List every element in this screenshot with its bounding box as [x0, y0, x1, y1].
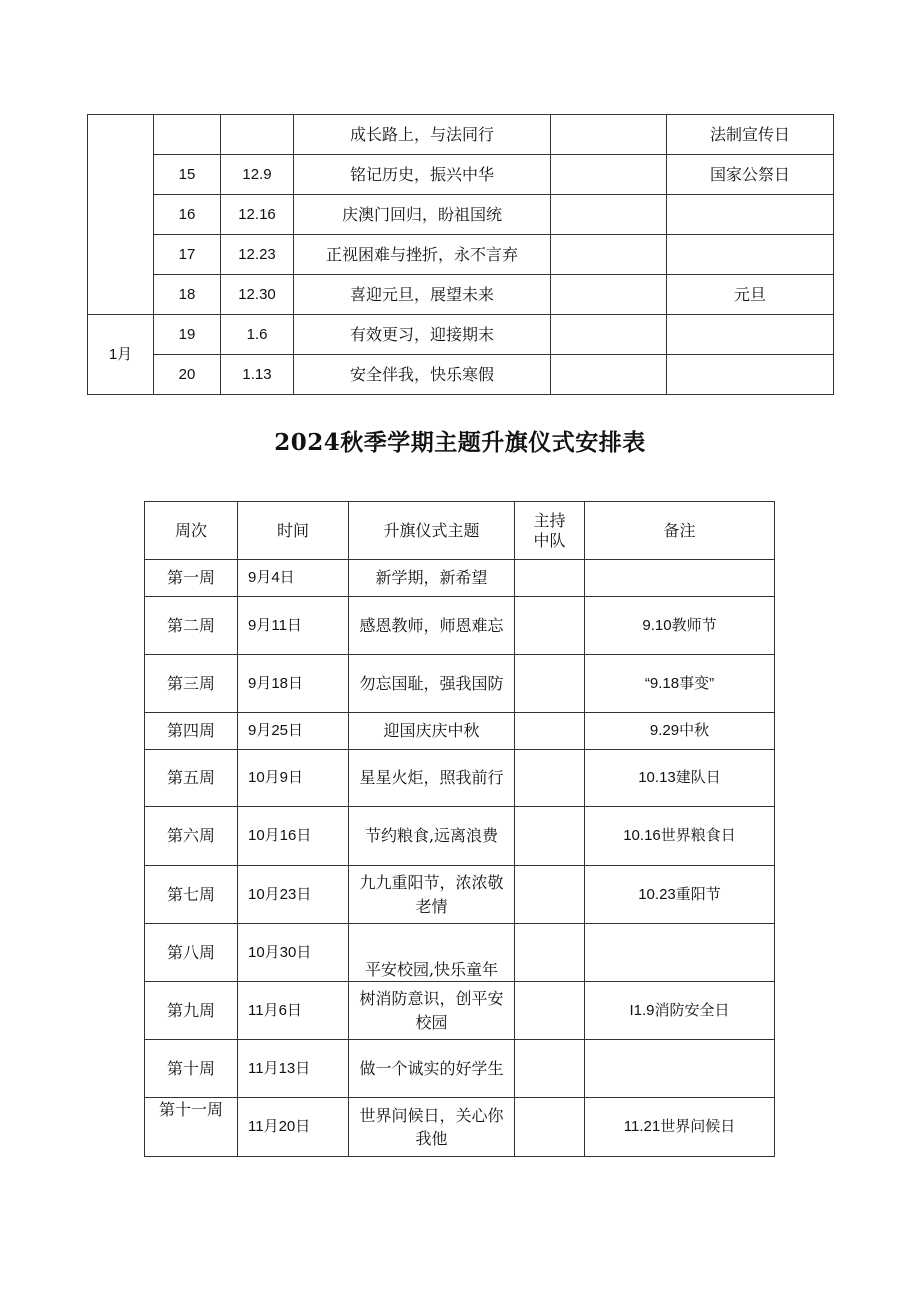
- squad-cell: [551, 155, 667, 195]
- note-cell: [585, 560, 775, 597]
- table-row: [145, 924, 775, 982]
- week-number-cell: [154, 115, 221, 155]
- week-cell: 第一周: [145, 560, 238, 597]
- table-row: [145, 597, 775, 655]
- note-cell: 9.10教师节: [585, 597, 775, 655]
- week-cell: 第三周: [145, 655, 238, 713]
- week-number-cell: 15: [154, 155, 221, 195]
- theme-cell: 九九重阳节，浓浓敬老情: [349, 866, 515, 924]
- table-row: [145, 1098, 775, 1157]
- header-squad: [515, 502, 585, 560]
- week-number-cell: 17: [154, 235, 221, 275]
- theme-cell: 成长路上，与法同行: [294, 115, 551, 155]
- squad-cell: [515, 982, 585, 1040]
- week-cell: 第九周: [145, 982, 238, 1040]
- table-row: [145, 807, 775, 866]
- note-cell: 国家公祭日: [667, 155, 834, 195]
- time-cell: 11月13日: [238, 1040, 349, 1098]
- week-number-cell: 20: [154, 355, 221, 395]
- table-row: [88, 315, 834, 355]
- time-cell: 10月23日: [238, 866, 349, 924]
- week-cell: 第十周: [145, 1040, 238, 1098]
- theme-cell: 世界问候日，关心你我他: [349, 1098, 515, 1157]
- note-cell: [585, 924, 775, 982]
- table-row: [145, 982, 775, 1040]
- time-cell: 11月6日: [238, 982, 349, 1040]
- note-cell: 10.23重阳节: [585, 866, 775, 924]
- note-cell: 10.16世界粮食日: [585, 807, 775, 866]
- date-cell: 12.30: [221, 275, 294, 315]
- theme-cell: 树消防意识，创平安校园: [349, 982, 515, 1040]
- time-cell: 9月11日: [238, 597, 349, 655]
- table-row: [145, 866, 775, 924]
- time-cell: 9月25日: [238, 713, 349, 750]
- time-cell: 10月16日: [238, 807, 349, 866]
- theme-cell: 感恩教师，师恩难忘: [349, 597, 515, 655]
- time-cell: 10月30日: [238, 924, 349, 982]
- date-cell: 1.6: [221, 315, 294, 355]
- note-cell: [667, 235, 834, 275]
- squad-cell: [515, 597, 585, 655]
- squad-cell: [515, 1098, 585, 1157]
- week-cell: 第二周: [145, 597, 238, 655]
- theme-cell: 喜迎元旦，展望未来: [294, 275, 551, 315]
- squad-cell: [515, 924, 585, 982]
- document-title: 2024秋季学期主题升旗仪式安排表: [274, 429, 646, 456]
- week-number-cell: 19: [154, 315, 221, 355]
- theme-cell: 有效更习，迎接期末: [294, 315, 551, 355]
- week-cell: 第十一周: [145, 1098, 238, 1157]
- week-cell: 第七周: [145, 866, 238, 924]
- week-cell: 第五周: [145, 750, 238, 807]
- theme-cell: 迎国庆庆中秋: [349, 713, 515, 750]
- time-cell: 9月18日: [238, 655, 349, 713]
- squad-cell: [551, 235, 667, 275]
- squad-cell: [515, 866, 585, 924]
- time-cell: 9月4日: [238, 560, 349, 597]
- table-row: [88, 195, 834, 235]
- theme-cell: 铭记历史，振兴中华: [294, 155, 551, 195]
- month-cell-december: [88, 115, 154, 315]
- squad-cell: [551, 275, 667, 315]
- squad-cell: [515, 655, 585, 713]
- table-row: [88, 115, 834, 155]
- note-cell: “9.18事变”: [585, 655, 775, 713]
- date-cell: 12.16: [221, 195, 294, 235]
- date-cell: 12.23: [221, 235, 294, 275]
- squad-cell: [551, 195, 667, 235]
- theme-cell: 星星火炬，照我前行: [349, 750, 515, 807]
- note-cell: [667, 355, 834, 395]
- header-row: [145, 502, 775, 560]
- date-cell: 12.9: [221, 155, 294, 195]
- month-cell: 1月: [88, 315, 154, 395]
- header-squad-line2: 中队: [533, 530, 566, 550]
- table-row: [145, 655, 775, 713]
- squad-cell: [515, 560, 585, 597]
- time-cell: 11月20日: [238, 1098, 349, 1157]
- squad-cell: [515, 1040, 585, 1098]
- week-cell: 第八周: [145, 924, 238, 982]
- table-row: [145, 560, 775, 597]
- header-note: 备注: [585, 502, 775, 560]
- note-cell: [667, 315, 834, 355]
- note-cell: 法制宣传日: [667, 115, 834, 155]
- theme-cell: 正视困难与挫折，永不言弃: [294, 235, 551, 275]
- flag-ceremony-schedule-table: [144, 501, 775, 1157]
- theme-cell: 安全伴我，快乐寒假: [294, 355, 551, 395]
- table-row: [145, 713, 775, 750]
- date-cell: [221, 115, 294, 155]
- date-cell: 1.13: [221, 355, 294, 395]
- header-week: 周次: [145, 502, 238, 560]
- note-cell: 9.29中秋: [585, 713, 775, 750]
- squad-cell: [551, 315, 667, 355]
- week-cell: 第六周: [145, 807, 238, 866]
- theme-cell: 庆澳门回归，盼祖国统: [294, 195, 551, 235]
- theme-cell: 新学期，新希望: [349, 560, 515, 597]
- note-cell: 11.21世界问候日: [585, 1098, 775, 1157]
- table-row: [88, 275, 834, 315]
- squad-cell: [551, 355, 667, 395]
- header-squad-line1: 主持: [533, 510, 566, 530]
- squad-cell: [515, 807, 585, 866]
- theme-cell: 勿忘国耻，强我国防: [349, 655, 515, 713]
- note-cell: [667, 195, 834, 235]
- time-cell: 10月9日: [238, 750, 349, 807]
- squad-cell: [515, 750, 585, 807]
- theme-cell: 做一个诚实的好学生: [349, 1040, 515, 1098]
- table-row: [88, 155, 834, 195]
- header-time: 时间: [238, 502, 349, 560]
- squad-cell: [515, 713, 585, 750]
- table-row: [145, 750, 775, 807]
- note-cell: I1.9消防安全日: [585, 982, 775, 1040]
- theme-cell: 平安校园,快乐童年: [349, 924, 515, 982]
- week-cell: 第四周: [145, 713, 238, 750]
- table-row: [145, 1040, 775, 1098]
- squad-cell: [551, 115, 667, 155]
- theme-cell: 节约粮食,远离浪费: [349, 807, 515, 866]
- note-cell: [585, 1040, 775, 1098]
- table-row: [88, 235, 834, 275]
- table-row: [88, 355, 834, 395]
- week-number-cell: 16: [154, 195, 221, 235]
- schedule-table-continued: [87, 114, 834, 395]
- note-cell: 10.13建队日: [585, 750, 775, 807]
- header-theme: 升旗仪式主题: [349, 502, 515, 560]
- week-number-cell: 18: [154, 275, 221, 315]
- note-cell: 元旦: [667, 275, 834, 315]
